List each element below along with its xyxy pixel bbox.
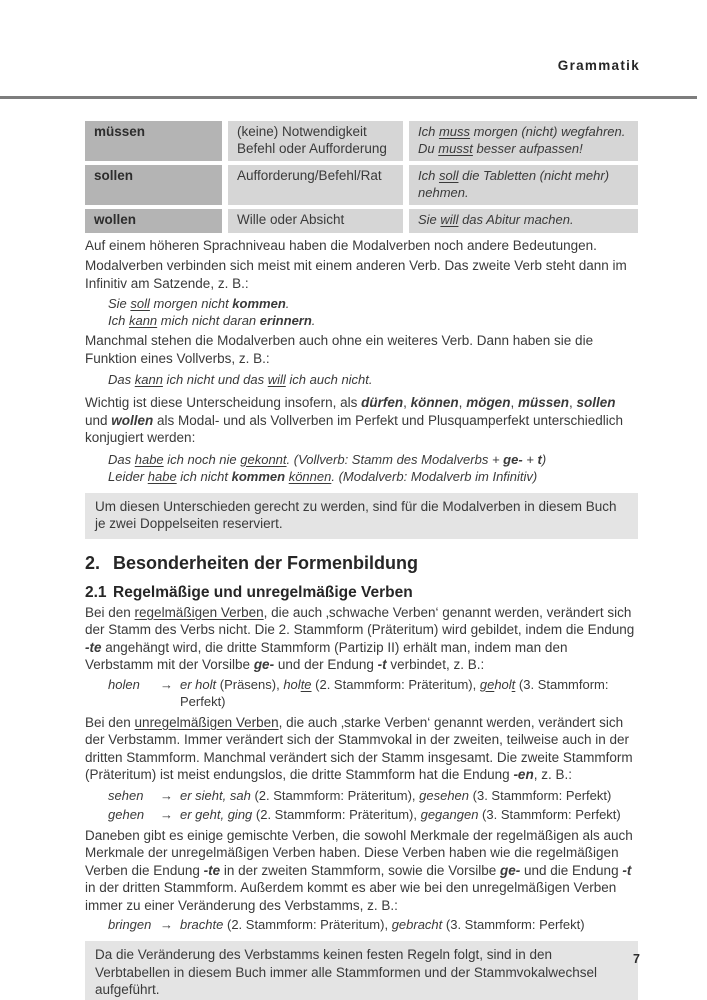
verb-cell: wollen bbox=[85, 209, 222, 233]
example-cell: Ich soll die Tabletten (nicht mehr) nehmen. bbox=[409, 165, 638, 205]
subsection-number: 2.1 bbox=[85, 583, 107, 601]
paragraph: Modalverben verbinden sich meist mit einem anderen Verb. Das zweite Verb steht dann im Infinitiv am Satzende, z. B.: bbox=[85, 258, 627, 291]
subsection-heading bbox=[85, 583, 638, 602]
verb-forms: er geht, ging (2. Stammform: Präteritum), gegangen (3. Stammform: Perfekt) bbox=[180, 806, 621, 822]
note-box: Da die Veränderung des Verbstamms keinen festen Regeln folgt, sind in den Verbtabellen in diesem Buch immer alle Stammformen und der Stammvokalwechsel aufgeführt. bbox=[85, 941, 638, 1000]
arrow-icon: → bbox=[160, 676, 173, 692]
meaning-cell: Aufforderung/Befehl/Rat bbox=[228, 165, 403, 205]
page-title: Grammatik bbox=[557, 58, 640, 73]
verb-forms: er sieht, sah (2. Stammform: Präteritum), gesehen (3. Stammform: Perfekt) bbox=[180, 787, 612, 803]
arrow-icon: → bbox=[160, 806, 173, 822]
verb-form-row bbox=[85, 916, 638, 933]
note-box: Um diesen Unterschieden gerecht zu werden, sind für die Modalverben in diesem Buch je zwei Doppelseiten reserviert. bbox=[85, 493, 638, 539]
example-cell: Ich muss morgen (nicht) wegfahren. Du musst besser aufpassen! bbox=[409, 121, 638, 161]
verb-form-row bbox=[85, 787, 638, 804]
header-divider-rule bbox=[0, 96, 697, 99]
modal-verbs-table bbox=[85, 121, 638, 233]
example-block: Das kann ich nicht und das will ich auch nicht. bbox=[108, 372, 373, 387]
meaning-cell: (keine) Notwendigkeit Befehl oder Aufforderung bbox=[228, 121, 403, 161]
paragraph: Daneben gibt es einige gemischte Verben, die sowohl Merkmale der regelmäßigen als auch Merkmale der unregelmäßigen Verben haben. Diese Verben haben wie die regelmäßigen Verben die Endung -te in der zweiten Stammform, sowie die Vorsilbe ge- und die Endung -t in der dritten Stammform. Außerdem kommt es aber wie bei den unregelmäßigen Verben immer zu einer Veränderung des Verbstamms, z. B.: bbox=[85, 827, 633, 913]
section-heading bbox=[85, 552, 638, 574]
verb-word: sehen bbox=[108, 787, 144, 803]
example-block: Sie soll morgen nicht kommen. Ich kann mich nicht daran erinnern. bbox=[108, 296, 316, 328]
table-row bbox=[85, 121, 638, 161]
verb-form-row bbox=[85, 676, 638, 710]
section-title: Besonderheiten der Formenbildung bbox=[113, 552, 419, 573]
arrow-icon: → bbox=[160, 917, 173, 932]
verb-form-row bbox=[85, 806, 638, 823]
paragraph: Bei den regelmäßigen Verben, die auch ‚schwache Verben‘ genannt werden, verändert sich der Stamm des Verbs nicht. Die 2. Stammform (Präteritum) wird gebildet, indem die Endung -te angehängt wird, die dritte Stammform (Partizip II) erhält man, indem man den Verbstamm mit der Vorsilbe ge- und der Endung -t verbindet, z. B.: bbox=[85, 604, 635, 672]
verb-cell: sollen bbox=[85, 165, 222, 205]
subsection-title: Regelmäßige und unregelmäßige Verben bbox=[113, 583, 413, 601]
example-block: Das habe ich noch nie gekonnt. (Vollverb: Stamm des Modalverbs + ge- + t) Leider habe ich nicht kommen können. (Modalverb: Modalverb im Infinitiv) bbox=[108, 451, 547, 484]
page-content bbox=[85, 121, 638, 1000]
verb-forms: er holt (Präsens), holte (2. Stammform: Präteritum), geholt (3. Stammform: Perfekt) bbox=[180, 676, 609, 709]
verb-word: gehen bbox=[108, 806, 145, 822]
table-row bbox=[85, 165, 638, 205]
paragraph: Wichtig ist diese Unterscheidung insofern, als dürfen, können, mögen, müssen, sollen und wollen als Modal- und als Vollverben im Perfekt und Plusquamperfekt unterschiedlich konjugiert werden: bbox=[85, 395, 624, 445]
verb-word: bringen bbox=[108, 917, 152, 932]
arrow-icon: → bbox=[160, 787, 173, 803]
meaning-cell: Wille oder Absicht bbox=[228, 209, 403, 233]
table-row bbox=[85, 209, 638, 233]
page-number: 7 bbox=[633, 952, 640, 966]
paragraph: Auf einem höheren Sprachniveau haben die Modalverben noch andere Bedeutungen. bbox=[85, 237, 597, 253]
paragraph: Bei den unregelmäßigen Verben, die auch ‚starke Verben‘ genannt werden, verändert sich der Verbstamm. Immer verändert sich der Stammvokal in der zweiten, teilweise auch in der dritten Stammform. Manchmal verändert sich der Stamm insgesamt. Die zweite Stammform (Präteritum) ist meist endungslos, die dritte Stammform hat die Endung -en, z. B.: bbox=[85, 714, 633, 782]
verb-word: holen bbox=[108, 676, 140, 692]
section-number: 2. bbox=[85, 552, 101, 573]
verb-forms: brachte (2. Stammform: Präteritum), gebracht (3. Stammform: Perfekt) bbox=[180, 917, 585, 932]
paragraph: Manchmal stehen die Modalverben auch ohne ein weiteres Verb. Dann haben sie die Funktion eines Vollverbs, z. B.: bbox=[85, 333, 594, 366]
verb-cell: müssen bbox=[85, 121, 222, 161]
example-cell: Sie will das Abitur machen. bbox=[409, 209, 638, 233]
